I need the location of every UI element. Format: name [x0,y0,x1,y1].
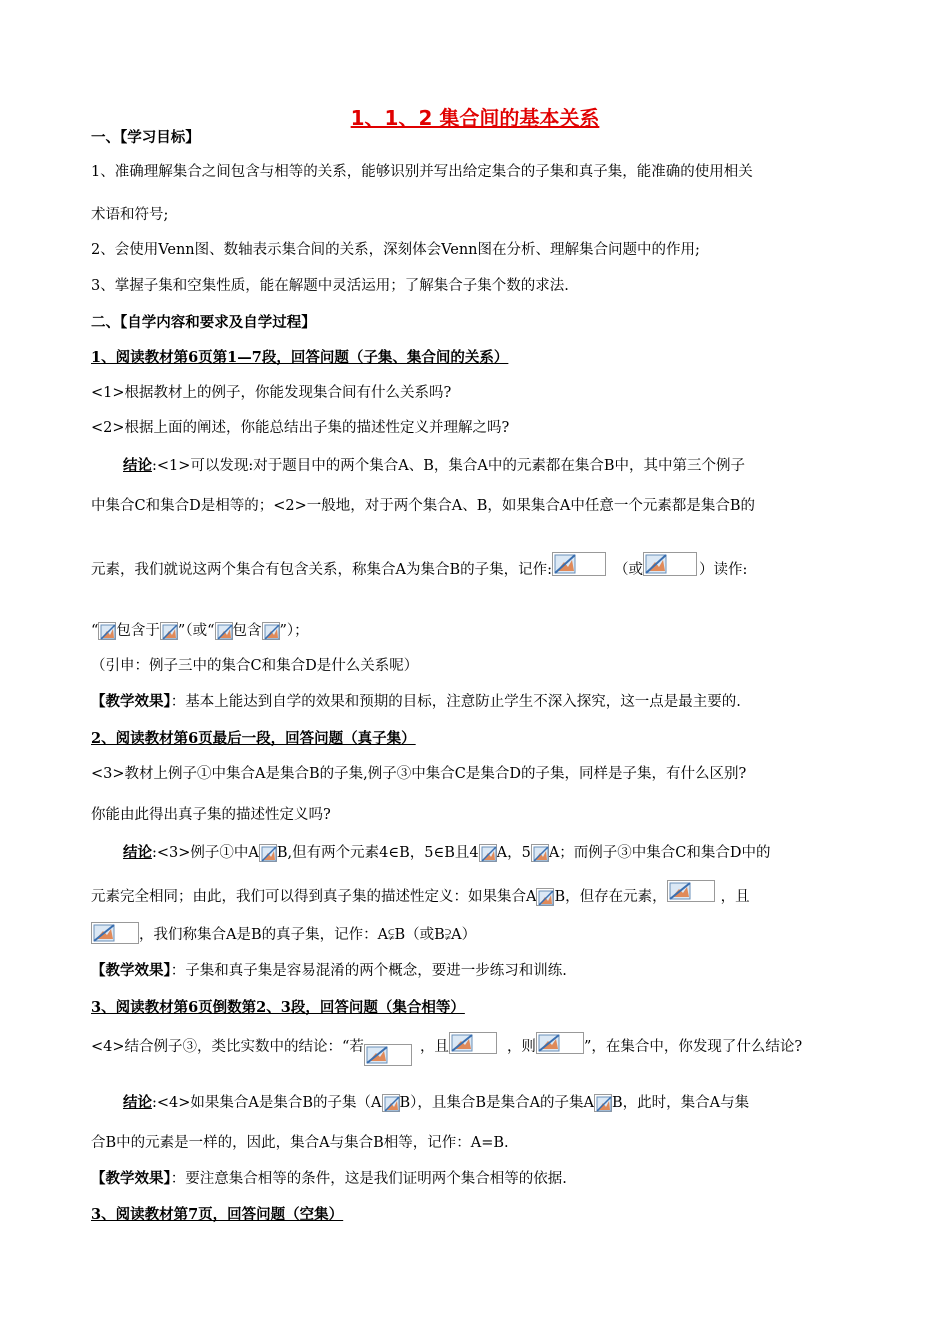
question-4: <4>结合例子③，类比实数中的结论：“若 ，且 ，则 ”，在集合中，你发现了什么结论? [91,1036,802,1058]
task-4-heading: 3、阅读教材第7页，回答问题（空集） [91,1206,344,1223]
broken-image-icon [531,844,549,862]
broken-image-icon [667,880,715,902]
broken-image-icon [643,552,697,576]
conclusion-1-line-3: 元素，我们就说这两个集合有包含关系，称集合A为集合B的子集，记作: （或 ）读作: [91,558,747,582]
conclusion-label: 结论 [123,457,152,474]
page-title: 1、1、2 集合间的基本关系 [350,106,600,130]
conclusion-1-line-1: 结论:<1>可以发现:对于题目中的两个集合A、B，集合A中的元素都在集合B中，其中第三个例子 [123,457,746,474]
conclusion-1-line-2: 中集合C和集合D是相等的；<2>一般地，对于两个集合A、B，如果集合A中任意一个元素都是集合B的 [91,498,755,514]
broken-image-icon [91,922,139,944]
task-3-heading: 3、阅读教材第6页倒数第2、3段，回答问题（集合相等） [91,999,465,1016]
conclusion-2-line-1: 结论:<3>例子①中A B,但有两个元素4∈B，5∈B且4 A，5 A；而例子③中集合C和集合D中的 [123,844,771,861]
conclusion-label: 结论 [123,844,152,861]
broken-image-icon [259,844,277,862]
conclusion-2-line-3: ，我们称集合A是B的真子集，记作：A⫋B（或B⫌A） [91,924,476,946]
task-2-heading: 2、阅读教材第6页最后一段，回答问题（真子集） [91,730,416,747]
teaching-effect-1: 【教学效果】：基本上能达到自学的效果和预期的目标，注意防止学生不深入探究，这一点是最主要的. [91,693,741,710]
teaching-effect-2: 【教学效果】：子集和真子集是容易混淆的两个概念，要进一步练习和训练. [91,962,567,979]
goal-2: 2、会使用Venn图、数轴表示集合间的关系，深刻体会Venn图在分析、理解集合问题中的作用; [91,242,700,258]
question-3-line-1: <3>教材上例子①中集合A是集合B的子集,例子③中集合C是集合D的子集，同样是子集，有什么区别? [91,766,747,782]
broken-image-icon [536,888,554,906]
section-heading-goals: 一、【学习目标】 [91,129,200,146]
broken-image-icon [479,844,497,862]
broken-image-icon [215,622,233,640]
broken-image-icon [262,622,280,640]
goal-1-line-2: 术语和符号; [91,207,169,223]
conclusion-3-line-2: 合B中的元素是一样的，因此，集合A与集合B相等，记作：A=B. [91,1135,509,1151]
question-3-line-2: 你能由此得出真子集的描述性定义吗? [91,807,331,823]
conclusion-3-line-1: 结论:<4>如果集合A是集合B的子集（A B），且集合B是集合A的子集A B，此时，集合A与集 [123,1094,750,1111]
broken-image-icon [98,622,116,640]
broken-image-icon [536,1032,584,1054]
broken-image-icon [552,552,606,576]
goal-1-line-1: 1、准确理解集合之间包含与相等的关系，能够识别并写出给定集合的子集和真子集，能准确的使用相关 [91,164,753,180]
conclusion-2-line-2: 元素完全相同；由此，我们可以得到真子集的描述性定义：如果集合A B，但存在元素， ，且 [91,886,750,908]
broken-image-icon [364,1044,412,1066]
goal-3: 3、掌握子集和空集性质，能在解题中灵活运用；了解集合子集个数的求法. [91,278,569,294]
broken-image-icon [449,1032,497,1054]
extension-note: （引申：例子三中的集合C和集合D是什么关系呢） [91,658,419,674]
broken-image-icon [594,1094,612,1112]
section-heading-self-study: 二、【自学内容和要求及自学过程】 [91,314,316,331]
broken-image-icon [382,1094,400,1112]
question-2: <2>根据上面的阐述，你能总结出子集的描述性定义并理解之吗? [91,420,510,436]
teaching-effect-3: 【教学效果】：要注意集合相等的条件，这是我们证明两个集合相等的依据. [91,1170,567,1187]
conclusion-label: 结论 [123,1094,152,1111]
task-1-heading: 1、阅读教材第6页第1—7段，回答问题（子集、集合间的关系） [91,349,509,366]
broken-image-icon [160,622,178,640]
question-1: <1>根据教材上的例子，你能发现集合间有什么关系吗? [91,385,452,401]
conclusion-1-line-4: “ 包含于 ”（或“ 包含 ”）； [91,623,309,639]
